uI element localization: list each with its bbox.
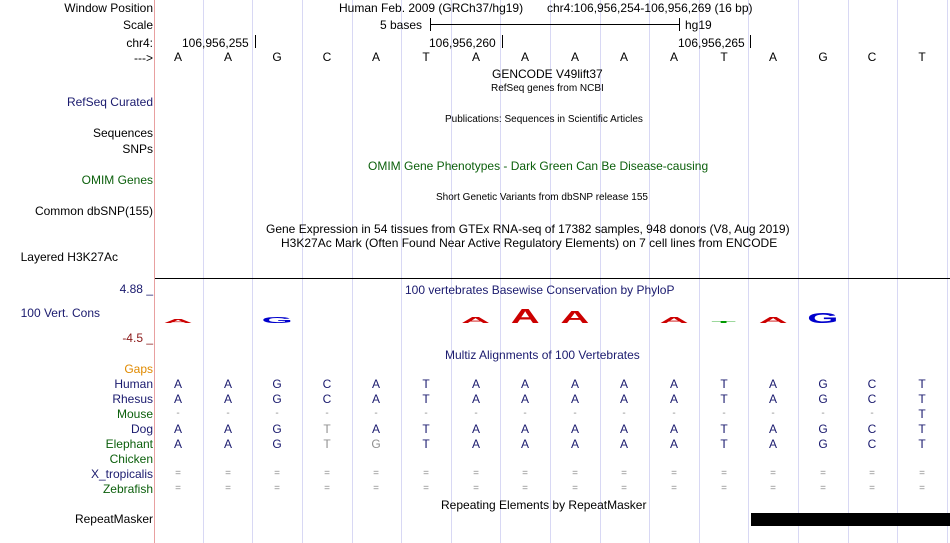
phylop-letter: A [560, 307, 590, 327]
phylop-letter: T [711, 320, 736, 324]
grid-line [897, 0, 898, 543]
alignment-base: T [918, 437, 926, 451]
alignment-base: - [325, 408, 329, 419]
phylop-letter: A [510, 304, 540, 328]
label-phylop-min: -4.5 _ [122, 331, 153, 345]
label-100-vert-cons[interactable]: 100 Vert. Cons [20, 306, 100, 320]
scale-bar-right-tick [679, 18, 680, 31]
alignment-base: A [570, 437, 579, 451]
alignment-base: = [473, 483, 479, 494]
alignment-base: A [471, 422, 480, 436]
grid-line [352, 0, 353, 543]
grid-line [401, 0, 402, 543]
alignment-base: A [173, 377, 182, 391]
alignment-base: A [173, 422, 182, 436]
publications-title[interactable]: Publications: Sequences in Scientific Articles [445, 114, 643, 125]
alignment-base: A [520, 392, 529, 406]
label-scale: Scale [122, 18, 153, 32]
h3k27-title[interactable]: H3K27Ac Mark (Often Found Near Active Regulatory Elements) on 7 cell lines from ENCODE [281, 236, 778, 250]
base-letter: A [371, 50, 380, 64]
alignment-base: T [918, 377, 926, 391]
alignment-base: A [619, 392, 628, 406]
base-letter: T [422, 50, 430, 64]
alignment-base: G [818, 377, 828, 391]
alignment-base: - [523, 408, 527, 419]
alignment-base: = [820, 483, 826, 494]
phylop-letter: G [807, 310, 839, 327]
track-separator [155, 278, 950, 279]
alignment-base: = [373, 483, 379, 494]
alignment-base: C [867, 377, 877, 391]
scale-db: hg19 [685, 18, 712, 32]
alignment-base: A [768, 422, 777, 436]
alignment-base: = [621, 468, 627, 479]
label-omim-genes[interactable]: OMIM Genes [81, 173, 153, 187]
alignment-base: T [422, 437, 430, 451]
alignment-base: - [424, 408, 428, 419]
alignment-base: A [471, 437, 480, 451]
alignment-base: A [768, 437, 777, 451]
alignment-base: = [274, 468, 280, 479]
alignment-base: - [573, 408, 577, 419]
alignment-base: - [722, 408, 726, 419]
alignment-base: A [619, 437, 628, 451]
alignment-base: C [867, 422, 877, 436]
alignment-base: = [721, 468, 727, 479]
grid-line [848, 0, 849, 543]
alignment-base: A [223, 422, 232, 436]
alignment-base: A [371, 422, 380, 436]
base-letter: A [619, 50, 628, 64]
alignment-base: T [720, 392, 728, 406]
scale-text: 5 bases [380, 18, 423, 32]
base-letter: G [818, 50, 828, 64]
label-gaps: Gaps [124, 362, 153, 376]
gencode-title[interactable]: GENCODE V49lift37 [492, 67, 603, 81]
alignment-base: = [225, 483, 231, 494]
dbsnp-title[interactable]: Short Genetic Variants from dbSNP release 155 [436, 192, 648, 203]
label-window-position: Window Position [64, 1, 153, 15]
alignment-base: T [422, 422, 430, 436]
alignment-base: = [175, 468, 181, 479]
alignment-base: T [422, 377, 430, 391]
alignment-base: A [223, 392, 232, 406]
base-letter: A [669, 50, 678, 64]
base-letter: A [173, 50, 182, 64]
window-position-text: chr4:106,956,254-106,956,269 (16 bp) [547, 1, 753, 15]
grid-line [252, 0, 253, 543]
base-letter: C [867, 50, 877, 64]
alignment-base: T [323, 437, 331, 451]
alignment-base: = [373, 468, 379, 479]
alignment-base: - [474, 408, 478, 419]
label-phylop-max: 4.88 _ [119, 282, 153, 296]
species-label-elephant: Elephant [105, 437, 153, 451]
label-common-dbsnp[interactable]: Common dbSNP(155) [34, 204, 153, 218]
alignment-base: - [374, 408, 378, 419]
alignment-base: A [520, 377, 529, 391]
tick-label-1: 106,956,255 [182, 36, 249, 50]
alignment-base: = [919, 483, 925, 494]
alignment-base: T [720, 377, 728, 391]
phylop-letter: A [758, 315, 788, 326]
phylop-title[interactable]: 100 vertebrates Basewise Conservation by PhyloP [405, 283, 675, 297]
alignment-base: G [272, 377, 282, 391]
alignment-base: = [473, 468, 479, 479]
alignment-base: T [918, 422, 926, 436]
tick-mark-3 [750, 35, 751, 48]
tick-label-2: 106,956,260 [429, 36, 496, 50]
label-layered-h3k27ac[interactable]: Layered H3K27Ac [20, 250, 118, 264]
alignment-base: = [324, 483, 330, 494]
alignment-base: - [275, 408, 279, 419]
alignment-base: C [867, 437, 877, 451]
alignment-base: = [869, 483, 875, 494]
alignment-base: = [225, 468, 231, 479]
alignment-base: A [619, 422, 628, 436]
alignment-base: - [821, 408, 825, 419]
alignment-base: = [423, 468, 429, 479]
phylop-logo [0, 290, 950, 340]
scale-bar [430, 24, 679, 25]
refseq-desc[interactable]: RefSeq genes from NCBI [491, 83, 604, 94]
base-letter: A [223, 50, 232, 64]
base-letter: A [520, 50, 529, 64]
label-repeatmasker[interactable]: RepeatMasker [74, 512, 153, 526]
alignment-base: = [572, 468, 578, 479]
grid-line [451, 0, 452, 543]
alignment-base: = [522, 468, 528, 479]
alignment-base: A [520, 422, 529, 436]
base-letter: C [322, 50, 332, 64]
alignment-base: = [621, 483, 627, 494]
species-label-x_tropicalis: X_tropicalis [90, 467, 153, 481]
tick-mark-1 [255, 35, 256, 48]
species-label-chicken: Chicken [109, 452, 153, 466]
grid-line [649, 0, 650, 543]
grid-line [947, 0, 948, 543]
alignment-base: A [768, 377, 777, 391]
alignment-base: - [771, 408, 775, 419]
alignment-base: A [471, 392, 480, 406]
alignment-base: G [818, 392, 828, 406]
alignment-base: - [622, 408, 626, 419]
alignment-base: C [322, 392, 332, 406]
alignment-base: A [669, 422, 678, 436]
tick-mark-2 [502, 35, 503, 48]
base-letter: G [272, 50, 282, 64]
alignment-base: T [720, 437, 728, 451]
grid-line [302, 0, 303, 543]
alignment-base: - [176, 408, 180, 419]
alignment-base: C [867, 392, 877, 406]
alignment-base: = [522, 483, 528, 494]
phylop-letter: A [163, 318, 193, 325]
alignment-base: A [669, 437, 678, 451]
label-strand-arrow[interactable]: ---> [134, 51, 153, 65]
multiz-title[interactable]: Multiz Alignments of 100 Vertebrates [445, 348, 640, 362]
label-chrom: chr4: [126, 36, 153, 50]
alignment-base: A [371, 392, 380, 406]
species-label-mouse: Mouse [116, 407, 153, 421]
alignment-base: = [919, 468, 925, 479]
alignment-base: A [669, 392, 678, 406]
alignment-base: C [322, 377, 332, 391]
repeat-element-bar[interactable] [751, 513, 950, 526]
alignment-base: A [223, 437, 232, 451]
alignment-base: = [820, 468, 826, 479]
alignment-base: = [423, 483, 429, 494]
alignment-base: = [274, 483, 280, 494]
alignment-base: G [272, 422, 282, 436]
species-label-zebrafish: Zebrafish [102, 482, 153, 496]
grid-line [203, 0, 204, 543]
alignment-base: - [226, 408, 230, 419]
track-label-divider [154, 0, 155, 543]
alignment-base: A [223, 377, 232, 391]
alignment-base: = [770, 483, 776, 494]
alignment-base: A [570, 392, 579, 406]
grid-line [798, 0, 799, 543]
omim-title[interactable]: OMIM Gene Phenotypes - Dark Green Can Be Disease-causing [368, 159, 709, 173]
species-label-rhesus: Rhesus [112, 392, 153, 406]
repeatmasker-title[interactable]: Repeating Elements by RepeatMasker [441, 498, 647, 512]
phylop-letter: A [461, 315, 491, 326]
alignment-base: = [572, 483, 578, 494]
alignment-base: A [570, 377, 579, 391]
alignment-base: = [175, 483, 181, 494]
alignment-base: A [669, 377, 678, 391]
alignment-base: = [721, 483, 727, 494]
alignment-base: G [371, 437, 381, 451]
alignment-base: = [671, 468, 677, 479]
alignment-base: T [323, 422, 331, 436]
alignment-base: A [173, 437, 182, 451]
base-letter: A [570, 50, 579, 64]
alignment-base: A [768, 392, 777, 406]
alignment-base: T [422, 392, 430, 406]
alignment-base: A [520, 437, 529, 451]
alignment-base: - [870, 408, 874, 419]
alignment-base: G [818, 437, 828, 451]
alignment-base: G [272, 437, 282, 451]
phylop-letter: G [261, 315, 293, 326]
alignment-base: - [672, 408, 676, 419]
alignment-base: T [918, 392, 926, 406]
gtex-title[interactable]: Gene Expression in 54 tissues from GTEx RNA-seq of 17382 samples, 948 donors (V8, Aug 2019) [266, 222, 790, 236]
base-letter: T [720, 50, 728, 64]
species-label-dog: Dog [130, 422, 153, 436]
alignment-base: T [720, 422, 728, 436]
alignment-base: A [173, 392, 182, 406]
assembly-title: Human Feb. 2009 (GRCh37/hg19) [339, 1, 524, 15]
alignment-base: T [918, 407, 926, 421]
species-label-human: Human [114, 377, 153, 391]
alignment-base: A [471, 377, 480, 391]
base-letter: A [471, 50, 480, 64]
alignment-base: = [671, 483, 677, 494]
alignment-base: G [818, 422, 828, 436]
base-letter: A [768, 50, 777, 64]
alignment-base: A [371, 377, 380, 391]
tick-label-3: 106,956,265 [678, 36, 745, 50]
alignment-base: = [869, 468, 875, 479]
alignment-base: A [619, 377, 628, 391]
alignment-base: A [570, 422, 579, 436]
alignment-base: = [770, 468, 776, 479]
base-letter: T [918, 50, 926, 64]
alignment-base: = [324, 468, 330, 479]
label-snps[interactable]: SNPs [122, 142, 153, 156]
grid-line [748, 0, 749, 543]
label-sequences[interactable]: Sequences [92, 126, 153, 140]
alignment-base: G [272, 392, 282, 406]
grid-line [699, 0, 700, 543]
phylop-letter: A [659, 315, 689, 326]
label-refseq-curated[interactable]: RefSeq Curated [66, 95, 153, 109]
